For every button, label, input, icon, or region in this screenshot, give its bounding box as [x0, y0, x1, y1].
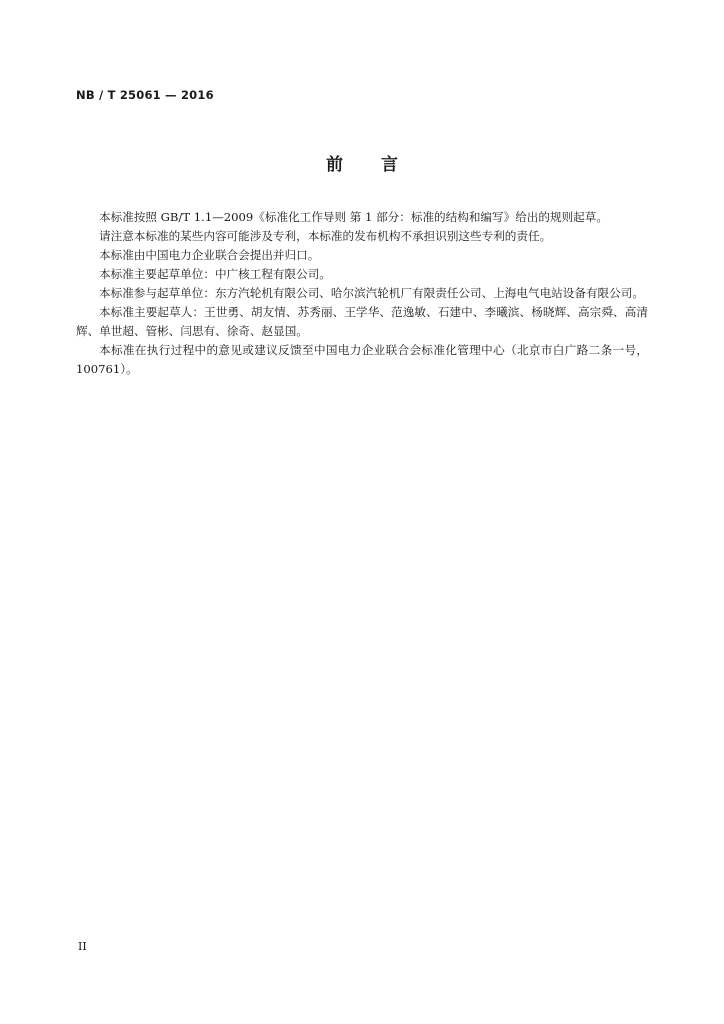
paragraph-patent-notice: 请注意本标准的某些内容可能涉及专利，本标准的发布机构不承担识别这些专利的责任。 — [99, 229, 552, 243]
paragraph-main-drafters: 本标准主要起草人：王世勇、胡友情、苏秀丽、王学华、范逸敏、石建中、李曦滨、杨晓辉、高宗舜、高清辉、单世超、管彬、闫思有、徐奇、赵显国。 — [76, 305, 648, 338]
paragraph-main-drafting-unit: 本标准主要起草单位：中广核工程有限公司。 — [99, 267, 331, 281]
paragraph-proposer: 本标准由中国电力企业联合会提出并归口。 — [99, 248, 320, 262]
paragraph-participating-units: 本标准参与起草单位：东方汽轮机有限公司、哈尔滨汽轮机厂有限责任公司、上海电气电站设备有限公司。 — [99, 286, 644, 300]
page-title: 前言 — [326, 155, 436, 175]
page-number: II — [78, 940, 87, 953]
paragraph-feedback: 本标准在执行过程中的意见或建议反馈至中国电力企业联合会标准化管理中心（北京市白广路二条一号，100761）。 — [76, 343, 648, 376]
foreword-body — [76, 208, 648, 379]
paragraph-drafting-rules: 本标准按照 GB/T 1.1—2009《标准化工作导则 第 1 部分：标准的结构和编写》给出的规则起草。 — [99, 210, 608, 224]
standard-code: NB / T 25061 — 2016 — [76, 88, 214, 102]
